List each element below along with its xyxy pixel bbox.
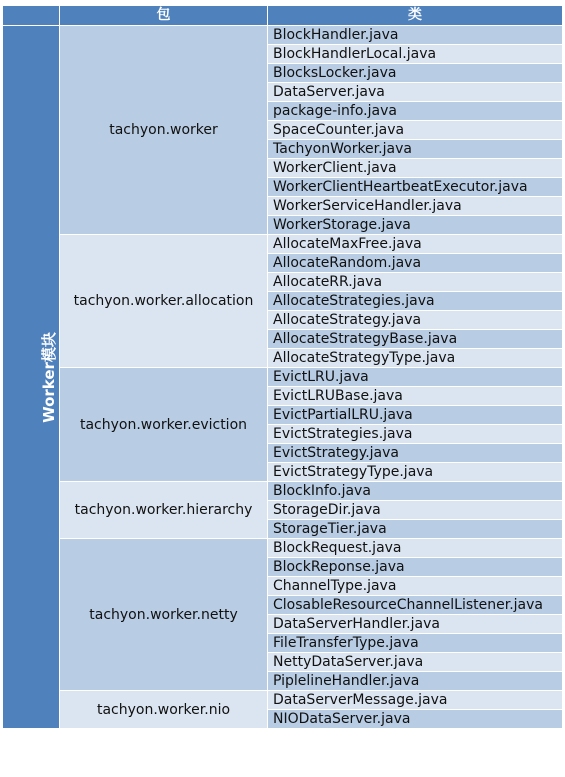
class-file-cell: package-info.java bbox=[268, 102, 563, 121]
header-corner bbox=[3, 6, 60, 26]
package-name-cell: tachyon.worker bbox=[60, 26, 268, 235]
class-file-cell: TachyonWorker.java bbox=[268, 140, 563, 159]
table-row bbox=[3, 482, 563, 501]
class-file-cell: EvictPartialLRU.java bbox=[268, 406, 563, 425]
table-row bbox=[3, 539, 563, 558]
class-file-cell: DataServer.java bbox=[268, 83, 563, 102]
class-file-cell: DataServerHandler.java bbox=[268, 615, 563, 634]
class-file-cell: BlockHandlerLocal.java bbox=[268, 45, 563, 64]
class-file-cell: FileTransferType.java bbox=[268, 634, 563, 653]
class-file-cell: AllocateRandom.java bbox=[268, 254, 563, 273]
class-file-cell: AllocateStrategyType.java bbox=[268, 349, 563, 368]
class-file-cell: AllocateStrategyBase.java bbox=[268, 330, 563, 349]
class-file-cell: BlockRequest.java bbox=[268, 539, 563, 558]
class-file-cell: StorageTier.java bbox=[268, 520, 563, 539]
class-file-cell: EvictStrategyType.java bbox=[268, 463, 563, 482]
package-name-cell: tachyon.worker.eviction bbox=[60, 368, 268, 482]
class-file-cell: AllocateRR.java bbox=[268, 273, 563, 292]
class-file-cell: SpaceCounter.java bbox=[268, 121, 563, 140]
class-file-cell: WorkerClientHeartbeatExecutor.java bbox=[268, 178, 563, 197]
package-column-header: 包 bbox=[60, 6, 268, 26]
package-name-cell: tachyon.worker.allocation bbox=[60, 235, 268, 368]
module-label: Worker模块 bbox=[39, 331, 58, 423]
class-file-cell: WorkerStorage.java bbox=[268, 216, 563, 235]
class-file-cell: NettyDataServer.java bbox=[268, 653, 563, 672]
class-file-cell: NIODataServer.java bbox=[268, 710, 563, 729]
package-name-cell: tachyon.worker.netty bbox=[60, 539, 268, 691]
package-name-cell: tachyon.worker.hierarchy bbox=[60, 482, 268, 539]
table-row bbox=[3, 26, 563, 45]
package-name-cell: tachyon.worker.nio bbox=[60, 691, 268, 729]
worker-module-table bbox=[2, 5, 563, 729]
table-row bbox=[3, 368, 563, 387]
class-file-cell: EvictStrategy.java bbox=[268, 444, 563, 463]
table-row bbox=[3, 691, 563, 710]
class-file-cell: ChannelType.java bbox=[268, 577, 563, 596]
class-column-header: 类 bbox=[268, 6, 563, 26]
class-file-cell: BlockInfo.java bbox=[268, 482, 563, 501]
class-file-cell: StorageDir.java bbox=[268, 501, 563, 520]
class-file-cell: EvictLRU.java bbox=[268, 368, 563, 387]
class-file-cell: DataServerMessage.java bbox=[268, 691, 563, 710]
class-file-cell: ClosableResourceChannelListener.java bbox=[268, 596, 563, 615]
class-file-cell: WorkerServiceHandler.java bbox=[268, 197, 563, 216]
class-file-cell: BlockHandler.java bbox=[268, 26, 563, 45]
class-file-cell: WorkerClient.java bbox=[268, 159, 563, 178]
class-file-cell: AllocateStrategy.java bbox=[268, 311, 563, 330]
class-file-cell: EvictStrategies.java bbox=[268, 425, 563, 444]
class-file-cell: BlockReponse.java bbox=[268, 558, 563, 577]
table-row bbox=[3, 235, 563, 254]
class-file-cell: EvictLRUBase.java bbox=[268, 387, 563, 406]
header-row bbox=[3, 6, 563, 26]
class-file-cell: AllocateStrategies.java bbox=[268, 292, 563, 311]
class-file-cell: PiplelineHandler.java bbox=[268, 672, 563, 691]
class-file-cell: BlocksLocker.java bbox=[268, 64, 563, 83]
class-file-cell: AllocateMaxFree.java bbox=[268, 235, 563, 254]
module-label-cell bbox=[3, 26, 60, 729]
